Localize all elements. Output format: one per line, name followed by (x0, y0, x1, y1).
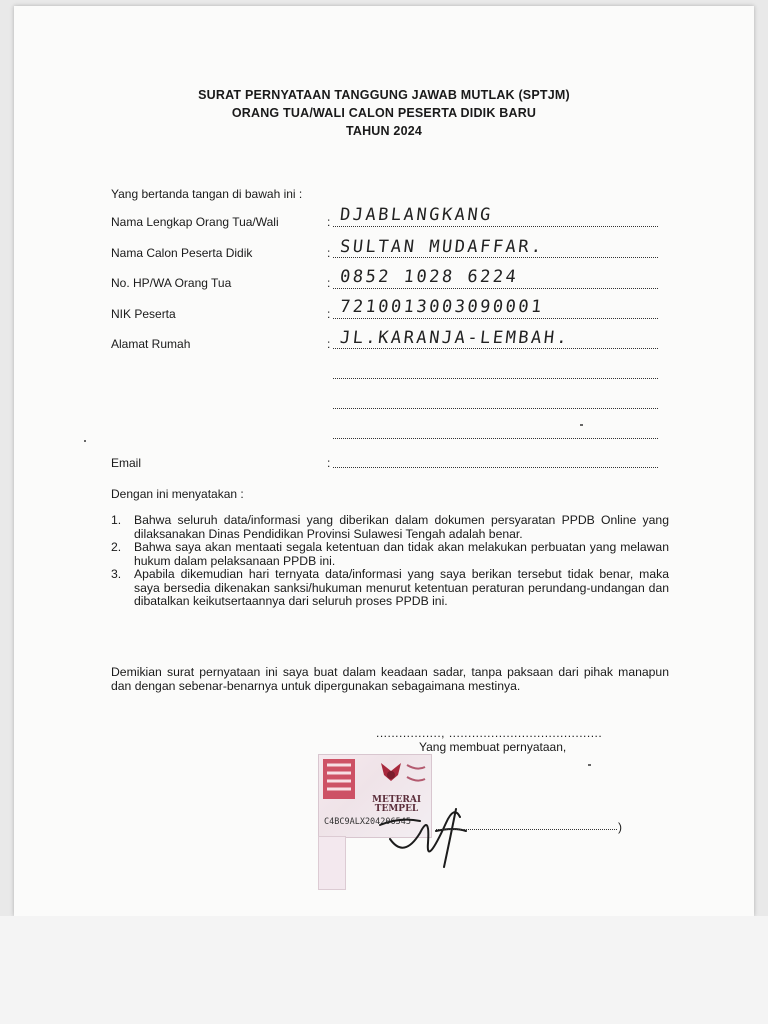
value-alamat: JL.KARANJA-LEMBAH. (338, 328, 571, 348)
value-nama-ortu: DJABLANGKANG (338, 205, 494, 225)
background-surface (0, 916, 768, 1024)
fill-line (333, 348, 658, 349)
value-no-hp: 0852 1028 6224 (338, 267, 520, 287)
fill-line (333, 257, 658, 258)
statement-intro: Dengan ini menyatakan : (111, 487, 244, 501)
fill-line (333, 318, 658, 319)
colon: : (327, 307, 331, 321)
list-number: 1. (111, 513, 122, 527)
document-year: TAHUN 2024 (345, 124, 423, 138)
stamp-serial: C4BC9ALX204206545 (324, 817, 411, 827)
fill-line (333, 467, 658, 468)
fill-line (333, 438, 658, 439)
document-title: SURAT PERNYATAAN TANGGUNG JAWAB MUTLAK (SPTJM) (198, 88, 570, 102)
closing-paragraph: Demikian surat pernyataan ini saya buat dalam keadaan sadar, tanpa paksaan dari pihak manapun dan dengan sebenar-benarnya untuk dipergunakan sebagaimana mestinya. (111, 665, 669, 693)
statement-list (111, 514, 669, 609)
value-nama-calon: SULTAN MUDAFFAR. (338, 237, 545, 257)
value-nik: 7210013003090001 (338, 297, 545, 317)
scan-speck (84, 440, 86, 442)
list-number: 3. (111, 567, 122, 581)
signature-scribble (360, 795, 500, 875)
colon: : (327, 456, 331, 470)
label-nik: NIK Peserta (111, 307, 176, 321)
label-nama-ortu: Nama Lengkap Orang Tua/Wali (111, 215, 279, 229)
emblem-shield-icon (387, 771, 395, 779)
fill-line (333, 408, 658, 409)
list-text: Apabila dikemudian hari ternyata data/informasi yang saya berikan tersebut tidak benar, maka saya bersedia dikenakan sanksi/hukuman menurut ketentuan peraturan perundang-undangan dan dibatalkan keikutsertaannya dari seluruh proses PPDB ini. (134, 567, 669, 608)
colon: : (327, 276, 331, 290)
fill-line (333, 226, 658, 227)
signature-stroke (380, 809, 466, 867)
scan-speck (580, 424, 583, 426)
signer-caption: Yang membuat pernyataan, (419, 740, 567, 754)
colon: : (327, 246, 331, 260)
intro-text: Yang bertanda tangan di bawah ini : (111, 187, 303, 201)
list-item (111, 568, 669, 609)
list-number: 2. (111, 540, 122, 554)
stamp-edge (318, 836, 346, 890)
list-text: Bahwa seluruh data/informasi yang diberikan dalam dokumen persyaratan PPDB Online yang dilaksanakan Dinas Pendidikan Provinsi Sulawesi Tengah adalah benar. (134, 513, 669, 541)
closing-parenthesis: ) (618, 820, 622, 834)
colon: : (327, 337, 331, 351)
label-alamat: Alamat Rumah (111, 337, 191, 351)
scan-speck (588, 764, 591, 766)
fill-line (333, 288, 658, 289)
list-text: Bahwa saya akan mentaati segala ketentuan dan tidak akan melakukan perbuatan yang melawan hukum dalam pelaksanaan PPDB ini. (134, 540, 669, 568)
label-nama-calon: Nama Calon Peserta Didik (111, 246, 253, 260)
place-date-line: ................., ........................................ (376, 726, 603, 740)
stamp-label-line: TEMPEL (374, 804, 419, 814)
document-subtitle: ORANG TUA/WALI CALON PESERTA DIDIK BARU (231, 106, 537, 120)
signature-name-line (436, 829, 617, 830)
label-no-hp: No. HP/WA Orang Tua (111, 276, 232, 290)
list-item (111, 541, 669, 568)
colon: : (327, 215, 331, 229)
stamp-ornament-icon (407, 765, 425, 781)
label-email: Email (111, 456, 142, 470)
stamp-label-line: METERAI (372, 795, 422, 805)
fill-line (333, 378, 658, 379)
list-item (111, 514, 669, 541)
